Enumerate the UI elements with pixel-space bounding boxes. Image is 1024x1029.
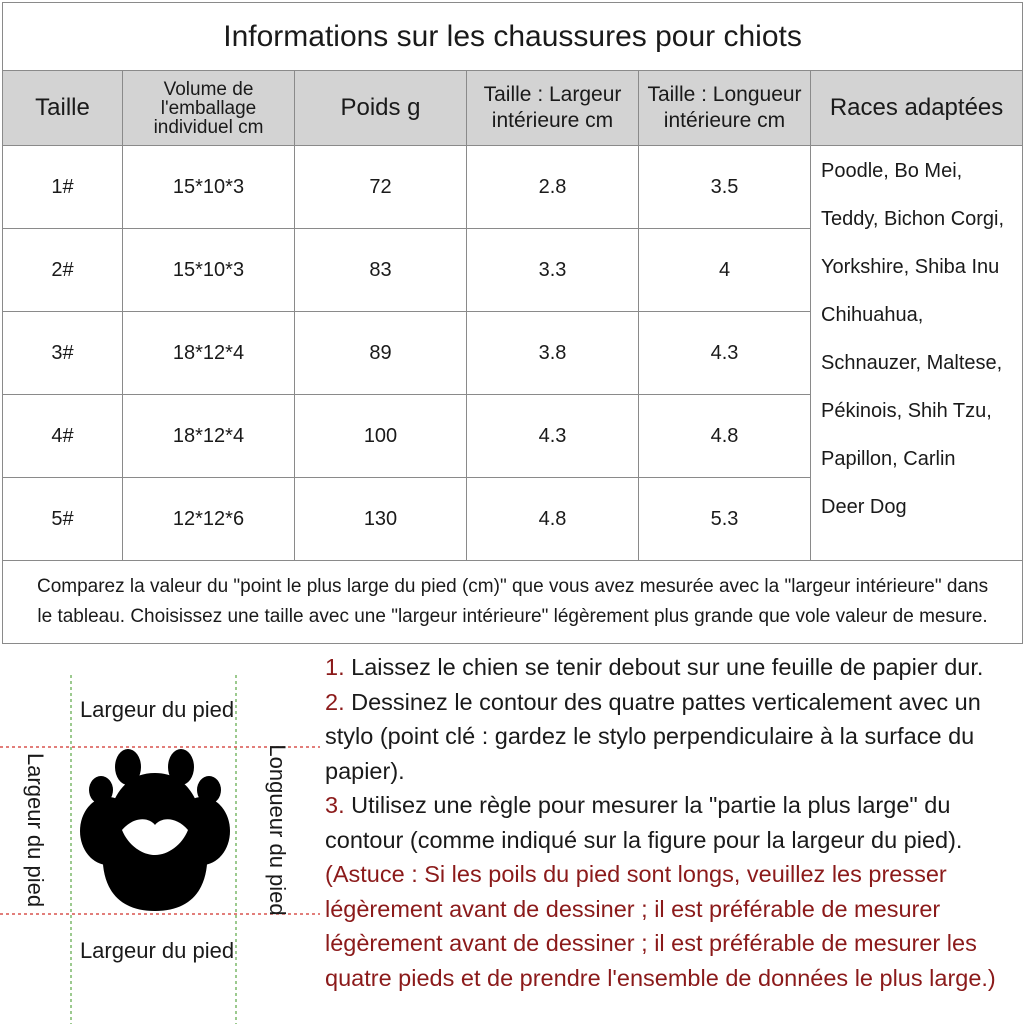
cell-width: 4.8 bbox=[467, 478, 639, 561]
right-length-label: Longueur du pied bbox=[265, 744, 290, 916]
table-row bbox=[3, 146, 1023, 229]
instruction-step-3: 3. Utilisez une règle pour mesurer la "partie la plus large" du bbox=[325, 792, 951, 818]
table-title: Informations sur les chaussures pour chiots bbox=[3, 3, 1023, 71]
header-weight: Poids g bbox=[295, 71, 467, 146]
races-line: Poodle, Bo Mei, bbox=[821, 160, 963, 182]
instruction-step-2: 2. Dessinez le contour des quatre pattes verticalement avec un bbox=[325, 688, 981, 715]
cell-weight: 72 bbox=[295, 146, 467, 229]
cell-weight: 100 bbox=[295, 395, 467, 478]
paw-icon bbox=[80, 749, 230, 911]
cell-length: 5.3 bbox=[639, 478, 811, 561]
cell-width: 3.3 bbox=[467, 229, 639, 312]
size-table bbox=[2, 2, 1023, 644]
left-width-label: Largeur du pied bbox=[23, 752, 48, 908]
cell-length: 4.3 bbox=[639, 312, 811, 395]
size-note: Comparez la valeur du "point le plus large du pied (cm)" que vous avez mesurée avec la "largeur intérieure" dans le tableau. Choisissez une taille avec une "largeur intérieure" légèrement plus grande que vole valeur de mesure. bbox=[3, 561, 1023, 644]
cell-length: 4.8 bbox=[639, 395, 811, 478]
top-width-label: Largeur du pied bbox=[79, 697, 235, 722]
cell-volume: 12*12*6 bbox=[123, 478, 295, 561]
header-length: Taille : Longueur intérieure cm bbox=[639, 71, 811, 146]
paw-diagram-svg bbox=[0, 655, 320, 1024]
cell-width: 4.3 bbox=[467, 395, 639, 478]
header-row bbox=[3, 71, 1023, 146]
bottom-width-label: Largeur du pied bbox=[79, 938, 235, 963]
cell-weight: 89 bbox=[295, 312, 467, 395]
instruction-step-1: 1. Laissez le chien se tenir debout sur une feuille de papier dur. bbox=[325, 654, 984, 680]
cell-size: 4# bbox=[3, 395, 123, 478]
cell-size: 3# bbox=[3, 312, 123, 395]
cell-width: 3.8 bbox=[467, 312, 639, 395]
cell-volume: 15*10*3 bbox=[123, 146, 295, 229]
cell-length: 3.5 bbox=[639, 146, 811, 229]
cell-weight: 83 bbox=[295, 229, 467, 312]
cell-length: 4 bbox=[639, 229, 811, 312]
header-size: Taille bbox=[3, 71, 123, 146]
races-line: Chihuahua, bbox=[821, 304, 924, 326]
cell-width: 2.8 bbox=[467, 146, 639, 229]
instruction-tip: (Astuce : Si les poils du pied sont longs, veuillez les presser légèrement avant de dessiner ; il est préférable de mesurer légèrement avant de dessiner ; il est préférable de mesurer les quatre pieds et de prendre l'ensemble de données le plus large.) bbox=[325, 861, 996, 991]
header-races: Races adaptées bbox=[811, 71, 1023, 146]
races-line: Papillon, Carlin bbox=[821, 448, 956, 470]
header-width: Taille : Largeur intérieure cm bbox=[467, 71, 639, 146]
races-line: Yorkshire, Shiba Inu bbox=[821, 256, 1000, 278]
races-cell bbox=[811, 146, 1023, 561]
cell-volume: 18*12*4 bbox=[123, 312, 295, 395]
races-line: Teddy, Bichon Corgi, bbox=[821, 208, 1005, 230]
races-line: Schnauzer, Maltese, bbox=[821, 352, 1003, 374]
cell-size: 5# bbox=[3, 478, 123, 561]
cell-volume: 18*12*4 bbox=[123, 395, 295, 478]
header-volume: Volume de l'emballage individuel cm bbox=[123, 71, 295, 146]
races-line: Pékinois, Shih Tzu, bbox=[821, 400, 992, 422]
races-line: Deer Dog bbox=[821, 496, 907, 518]
cell-volume: 15*10*3 bbox=[123, 229, 295, 312]
cell-size: 1# bbox=[3, 146, 123, 229]
measurement-instructions: 1. Laissez le chien se tenir debout sur une feuille de papier dur. 2. Dessinez le contour des quatre pattes verticalement avec un stylo (point clé : gardez le stylo perpendiculaire à la surface du papier). 3. Utilisez une règle pour mesurer la "partie la plus large" du contour (comme indiqué sur la figure pour la largeur du pied). (Astuce : Si les poils du pied sont longs, veuillez les presser légèrement avant de dessiner ; il est préférable de mesurer légèrement avant de dessiner ; il est préférable de mesurer les quatre pieds et de prendre l'ensemble de données le plus large.) bbox=[325, 650, 1023, 995]
paw-measurement-diagram bbox=[0, 655, 320, 1024]
cell-size: 2# bbox=[3, 229, 123, 312]
cell-weight: 130 bbox=[295, 478, 467, 561]
